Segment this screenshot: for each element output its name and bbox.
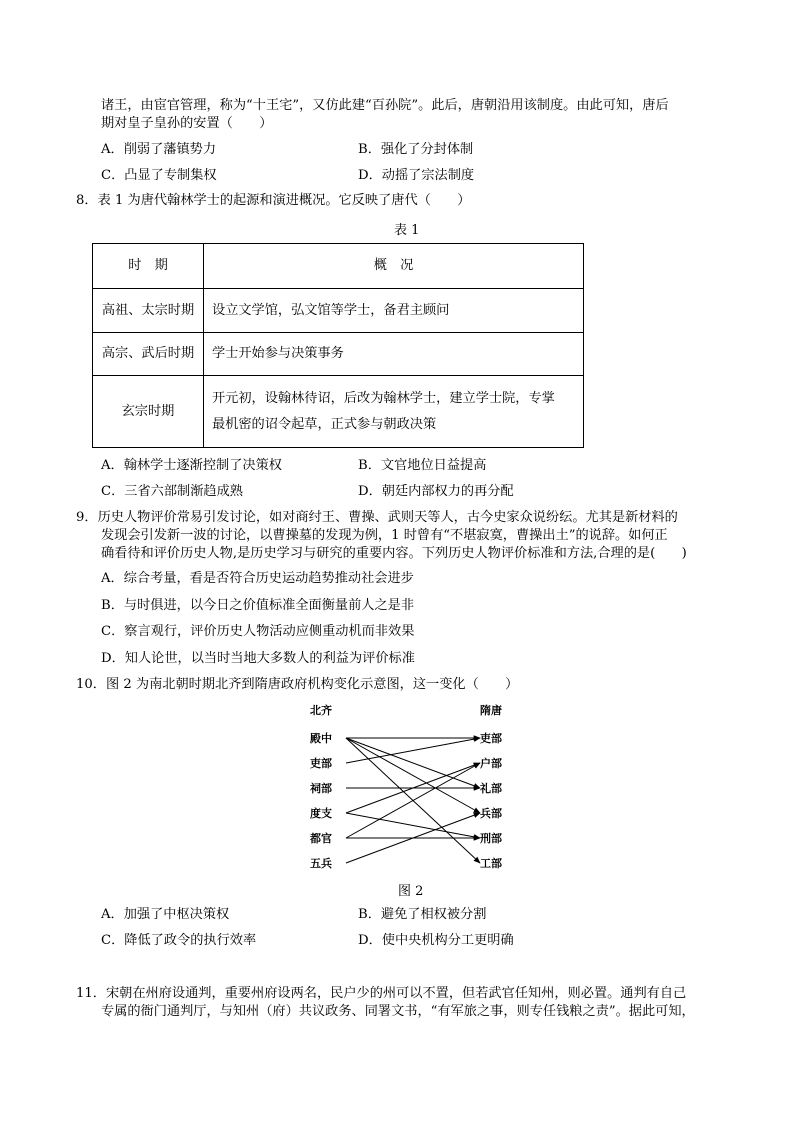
- q9-option-d: D．知人论世，以当时当地大多数人的利益为评价标准: [101, 651, 415, 666]
- table-1: [92, 243, 584, 448]
- q9-option-a: A．综合考量，看是否符合历史运动趋势推动社会进步: [101, 571, 414, 586]
- table-cell-overview: 学士开始参与决策事务: [204, 333, 584, 376]
- q11-stem-line-1: 11．宋朝在州府设通判，重要州府设两名，民户少的州可以不置，但若武官任知州，则必置。通判有自己: [76, 986, 687, 1001]
- left-label: 祠部: [310, 782, 332, 795]
- table-cell-line: 最机密的诏令起草，正式参与朝政决策: [212, 416, 437, 432]
- table-cell-period: 玄宗时期: [93, 376, 204, 448]
- table-cell-period: 高宗、武后时期: [93, 333, 204, 376]
- left-label: 吏部: [310, 757, 332, 770]
- right-label: 刑部: [480, 832, 502, 845]
- q9-stem-line-3: 确看待和评价历史人物,是历史学习与研究的重要内容。下列历史人物评价标准和方法,合理的是( ): [101, 546, 687, 561]
- right-label: 户部: [480, 757, 502, 770]
- table-header-period: 时 期: [93, 244, 204, 289]
- q7-stem-line-2: 期对皇子皇孙的安置（ ）: [101, 116, 273, 131]
- right-label: 礼部: [480, 782, 502, 795]
- q7-option-a: A．削弱了藩镇势力: [101, 142, 217, 157]
- q8-option-c: C．三省六部制渐趋成熟: [101, 484, 243, 499]
- q10-option-b: B．避免了相权被分割: [358, 907, 487, 922]
- table-row: [93, 376, 584, 448]
- link-arrow: [346, 738, 480, 813]
- left-labels: [309, 731, 332, 870]
- q10-option-a: A．加强了中枢决策权: [101, 907, 230, 922]
- right-label: 吏部: [480, 732, 502, 745]
- right-labels: [479, 731, 502, 870]
- q7-option-d: D．动摇了宗法制度: [358, 168, 475, 183]
- q7-stem-line-1: 诸王，由宦官管理，称为“十王宅”，又仿此建“百孙院”。此后，唐朝沿用该制度。由此可知，唐后: [101, 98, 669, 113]
- q9-stem-line-1: 9．历史人物评价常易引发讨论，如对商纣王、曹操、武则天等人，古今史家众说纷纭。尤其是新材料的: [76, 510, 678, 525]
- q10-option-d: D．使中央机构分工更明确: [358, 933, 514, 948]
- q9-option-c: C．察言观行，评价历史人物活动应侧重动机而非效果: [101, 624, 415, 639]
- left-label: 度支: [310, 807, 332, 820]
- q10-option-c: C．降低了政令的执行效率: [101, 933, 257, 948]
- q9-option-b: B．与时俱进，以今日之价值标准全面衡量前人之是非: [101, 598, 415, 613]
- link-arrow: [346, 738, 480, 788]
- table-header-row: [93, 244, 584, 289]
- q10-stem: 10．图 2 为南北朝时期北齐到隋唐政府机构变化示意图，这一变化（ ）: [76, 677, 519, 692]
- figure-2-diagram: [300, 702, 530, 874]
- table-row: [93, 333, 584, 376]
- left-label: 殿中: [310, 732, 332, 745]
- left-label: 五兵: [310, 857, 332, 870]
- q7-option-b: B．强化了分封体制: [358, 142, 474, 157]
- q9-stem-line-2: 发现会引发新一波的讨论，以曹操墓的发现为例，1 时曾有“不堪寂寞，曹操出土”的说辞。如何正: [101, 528, 668, 543]
- table-cell-overview: [204, 376, 584, 448]
- q8-option-d: D．朝廷内部权力的再分配: [358, 484, 514, 499]
- q8-stem: 8．表 1 为唐代翰林学士的起源和演进概况。它反映了唐代（ ）: [76, 193, 471, 208]
- q8-option-b: B．文官地位日益提高: [358, 458, 487, 473]
- q7-option-c: C．凸显了专制集权: [101, 168, 217, 183]
- q8-option-a: A．翰林学士逐渐控制了决策权: [101, 458, 282, 473]
- right-label: 兵部: [480, 807, 502, 820]
- left-label: 都官: [310, 832, 332, 845]
- table-row: [93, 289, 584, 333]
- right-header: 隋唐: [480, 704, 502, 717]
- link-arrow: [346, 763, 480, 838]
- q11-stem-line-2: 专属的衙门通判厅，与知州（府）共议政务、同署文书，“有军旅之事，则专任钱粮之责”。据此可知，: [101, 1004, 695, 1019]
- figure-2-caption: 图 2: [398, 884, 424, 899]
- link-arrows: [346, 738, 480, 863]
- right-label: 工部: [480, 857, 502, 870]
- table-1-caption: 表 1: [394, 223, 420, 238]
- left-header: 北齐: [310, 704, 332, 717]
- table-cell-overview: 设立文学馆，弘文馆等学士，备君主顾问: [204, 289, 584, 333]
- table-header-overview: 概 况: [204, 244, 584, 289]
- link-arrow: [346, 738, 480, 763]
- table-cell-period: 高祖、太宗时期: [93, 289, 204, 333]
- link-arrow: [346, 813, 480, 838]
- table-cell-line: 开元初，设翰林待诏，后改为翰林学士，建立学士院，专掌: [212, 390, 555, 406]
